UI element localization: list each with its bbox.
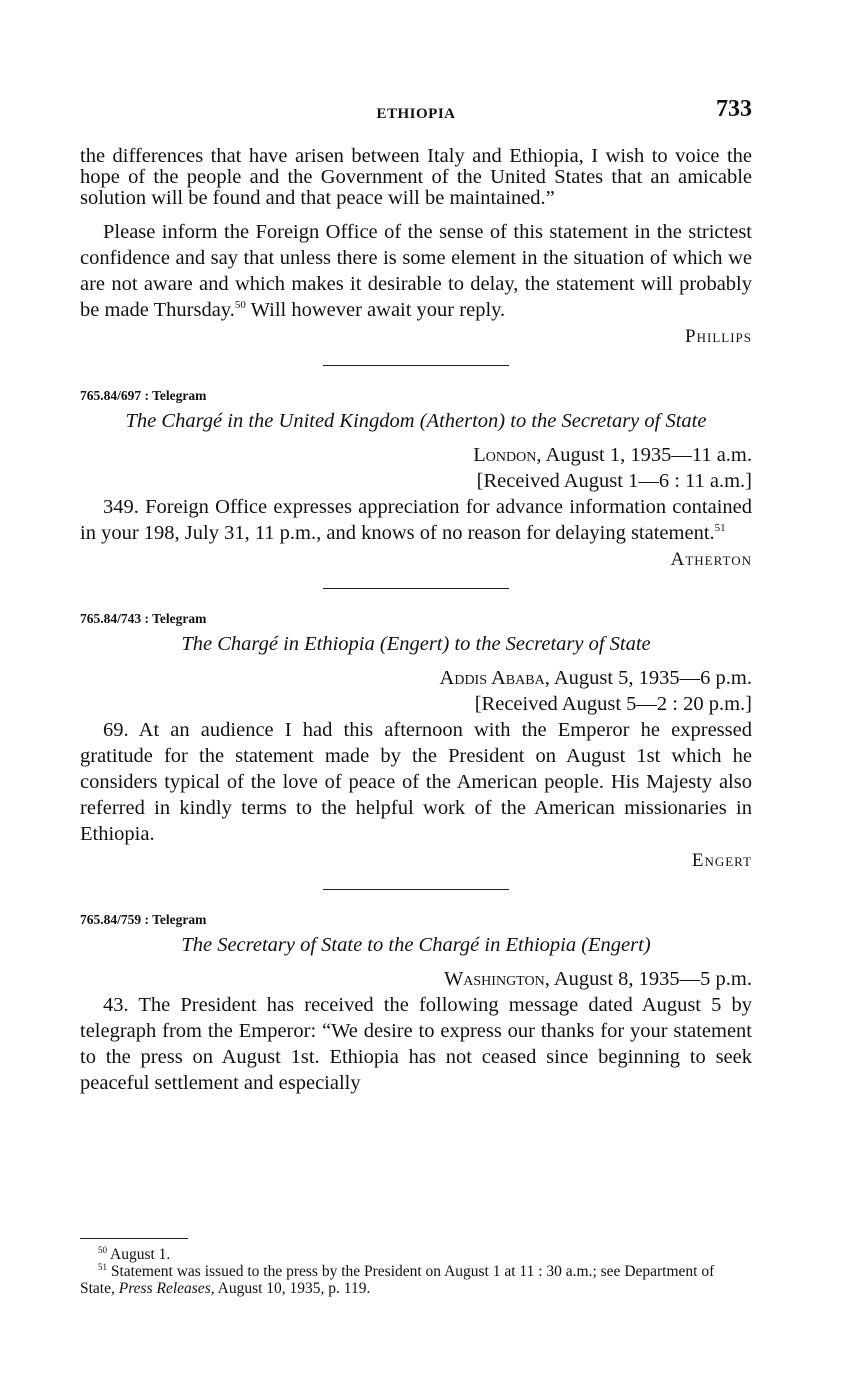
telegram-body	[80, 494, 752, 546]
dateline-place: London	[473, 444, 537, 466]
file-number: 765.84/759 : Telegram	[80, 912, 207, 927]
document-heading: The Chargé in Ethiopia (Engert) to the Secretary of State	[181, 633, 651, 655]
dateline	[80, 966, 752, 992]
dateline-place: Addis Ababa	[439, 667, 545, 689]
footnote-publication-title: Press Releases,	[118, 1280, 215, 1297]
paragraph-continuation: the differences that have arisen between Italy and Ethiopia, I wish to voice the hope of the people and the Government of the United States that an amicable solution will be found and that peace will be maintained.”	[80, 145, 752, 209]
dateline-date: , August 8, 1935—5 p.m.	[544, 968, 752, 990]
dateline	[80, 442, 752, 468]
document-page	[80, 0, 752, 1380]
telegram-body: 43. The President has received the following message dated August 5 by telegraph from the Emperor: “We desire to express our thanks for your statement to the press on August 1st. Ethiopia has not ceased since beginning to seek peaceful settlement and especially	[80, 994, 752, 1094]
signature-atherton: Atherton	[670, 549, 752, 570]
paragraph-text: Please inform the Foreign Office of the sense of this statement in the strictest confidence and say that unless there is some element in the situation of which we are not aware and which makes it desirable to delay, the statement will probably be made Thursday.	[80, 221, 752, 321]
footnote-ref-50: 50	[234, 299, 246, 312]
footnote-50	[80, 1246, 752, 1263]
file-number: 765.84/697 : Telegram	[80, 388, 207, 403]
file-number: 765.84/743 : Telegram	[80, 611, 207, 626]
footnote-text: Statement was issued to the press by the President on August 1 at 11 : 30 a.m.; see Department of State,	[80, 1263, 715, 1297]
document-heading: The Chargé in the United Kingdom (Atherton) to the Secretary of State	[125, 410, 707, 432]
telegram-body: 69. At an audience I had this afternoon with the Emperor he expressed gratitude for the statement made by the President on August 1st which he considers typical of the love of peace of the American people. His Majesty also referred in kindly terms to the helpful work of the American missionaries in Ethiopia.	[80, 719, 752, 845]
footnote-text: August 1.	[107, 1246, 171, 1263]
section-divider	[323, 588, 509, 589]
running-head	[80, 96, 752, 130]
dateline-date: , August 5, 1935—6 p.m.	[544, 667, 752, 689]
footnote-51	[80, 1263, 752, 1297]
footnote-mark: 50	[98, 1244, 107, 1255]
footnotes	[80, 1246, 752, 1297]
telegram-text: 349. Foreign Office expresses appreciation for advance information contained in your 198, July 31, 11 p.m., and knows of no reason for delaying statement.	[80, 496, 752, 544]
received-line: [Received August 5—2 : 20 p.m.]	[474, 693, 752, 715]
page-number: 733	[716, 96, 752, 122]
footnote-rule	[80, 1238, 188, 1239]
dateline	[80, 665, 752, 691]
signature-phillips: Phillips	[685, 326, 752, 347]
footnote-text-tail: August 10, 1935, p. 119.	[214, 1280, 371, 1297]
section-divider	[323, 365, 509, 366]
footnote-mark: 51	[98, 1261, 107, 1272]
footnote-ref-51: 51	[714, 522, 726, 535]
paragraph-text-tail: Will however await your reply.	[245, 299, 506, 321]
document-heading: The Secretary of State to the Chargé in Ethiopia (Engert)	[181, 934, 651, 956]
document-body	[80, 146, 752, 1096]
dateline-date: , August 1, 1935—11 a.m.	[536, 444, 752, 466]
signature-engert: Engert	[691, 850, 752, 871]
paragraph-instruction	[80, 219, 752, 323]
dateline-place: Washington	[443, 968, 545, 990]
running-head-title: ETHIOPIA	[376, 106, 456, 122]
received-line: [Received August 1—6 : 11 a.m.]	[476, 470, 752, 492]
section-divider	[323, 889, 509, 890]
